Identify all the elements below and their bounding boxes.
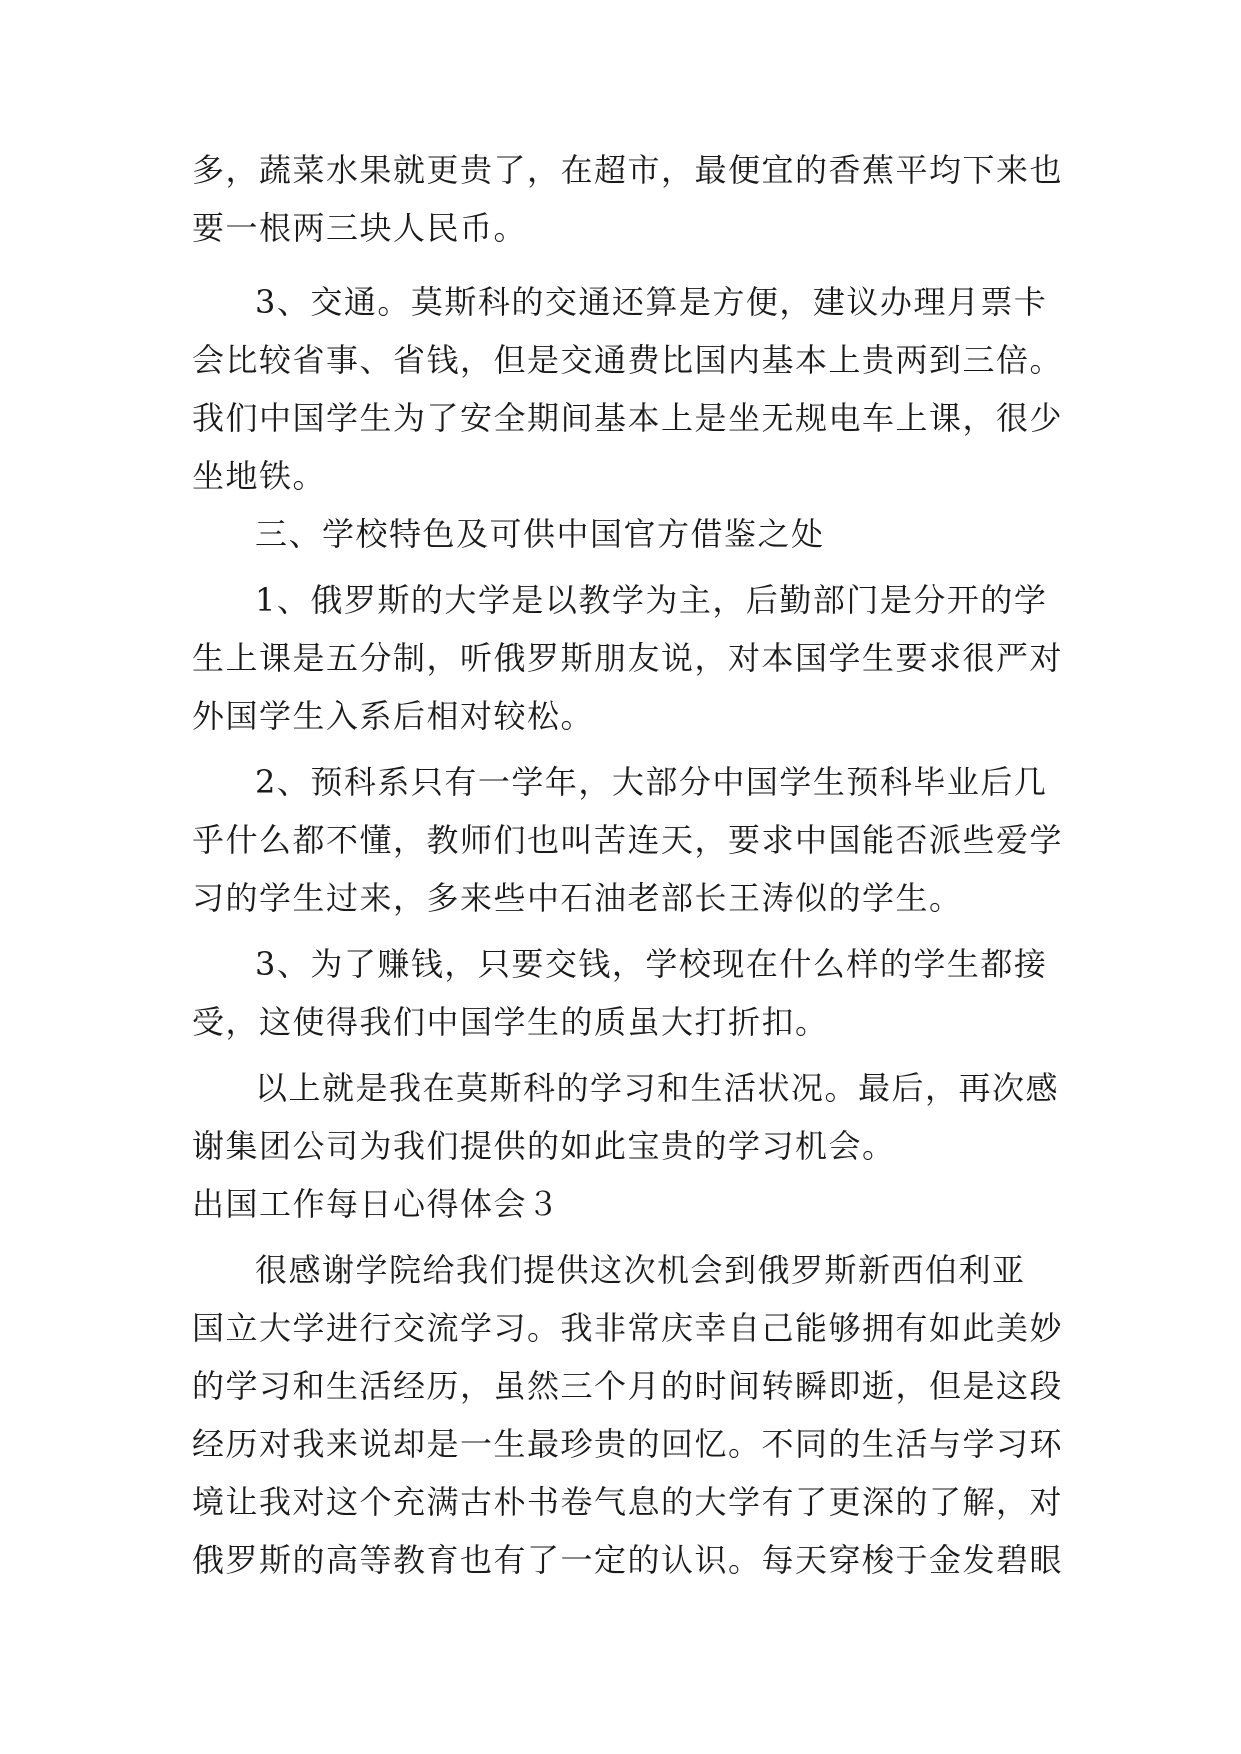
paragraph-line: 坐地铁。 <box>192 457 327 495</box>
paragraph-line: 要一根两三块人民币。 <box>192 209 528 247</box>
paragraph-line: 1、俄罗斯的大学是以教学为主，后勤部门是分开的学 <box>255 581 1048 619</box>
section-title: 出国工作每日心得体会３ <box>192 1185 561 1223</box>
paragraph-line: 境让我对这个充满古朴书卷气息的大学有了更深的了解，对 <box>192 1483 1064 1521</box>
paragraph-line: 3、交通。莫斯科的交通还算是方便，建议办理月票卡 <box>255 283 1048 321</box>
paragraph-line: 受，这使得我们中国学生的质虽大打折扣。 <box>192 1003 829 1041</box>
paragraph-line: 国立大学进行交流学习。我非常庆幸自己能够拥有如此美妙 <box>192 1309 1064 1347</box>
paragraph-line: 俄罗斯的高等教育也有了一定的认识。每天穿梭于金发碧眼 <box>192 1541 1064 1579</box>
section-heading: 三、学校特色及可供中国官方借鉴之处 <box>255 515 825 553</box>
paragraph-line: 3、为了赚钱，只要交钱，学校现在什么样的学生都接 <box>255 945 1048 983</box>
paragraph-line: 以上就是我在莫斯科的学习和生活状况。最后，再次感 <box>255 1069 1060 1107</box>
paragraph-line: 乎什么都不懂，教师们也叫苦连天，要求中国能否派些爱学 <box>192 821 1064 859</box>
paragraph-line: 的学习和生活经历，虽然三个月的时间转瞬即逝，但是这段 <box>192 1367 1064 1405</box>
paragraph-line: 谢集团公司为我们提供的如此宝贵的学习机会。 <box>192 1127 896 1165</box>
paragraph-line: 我们中国学生为了安全期间基本上是坐无规电车上课，很少 <box>192 399 1064 437</box>
paragraph-line: 经历对我来说却是一生最珍贵的回忆。不同的生活与学习环 <box>192 1425 1064 1463</box>
paragraph-line: 习的学生过来，多来些中石油老部长王涛似的学生。 <box>192 879 963 917</box>
paragraph-line: 会比较省事、省钱，但是交通费比国内基本上贵两到三倍。 <box>192 341 1064 379</box>
paragraph-line: 很感谢学院给我们提供这次机会到俄罗斯新西伯利亚 <box>255 1251 1026 1289</box>
paragraph-line: 多，蔬菜水果就更贵了，在超市，最便宜的香蕉平均下来也 <box>192 151 1064 189</box>
paragraph-line: 2、预科系只有一学年，大部分中国学生预科毕业后几 <box>255 763 1048 801</box>
paragraph-line: 外国学生入系后相对较松。 <box>192 697 595 735</box>
paragraph-line: 生上课是五分制，听俄罗斯朋友说，对本国学生要求很严对 <box>192 639 1064 677</box>
